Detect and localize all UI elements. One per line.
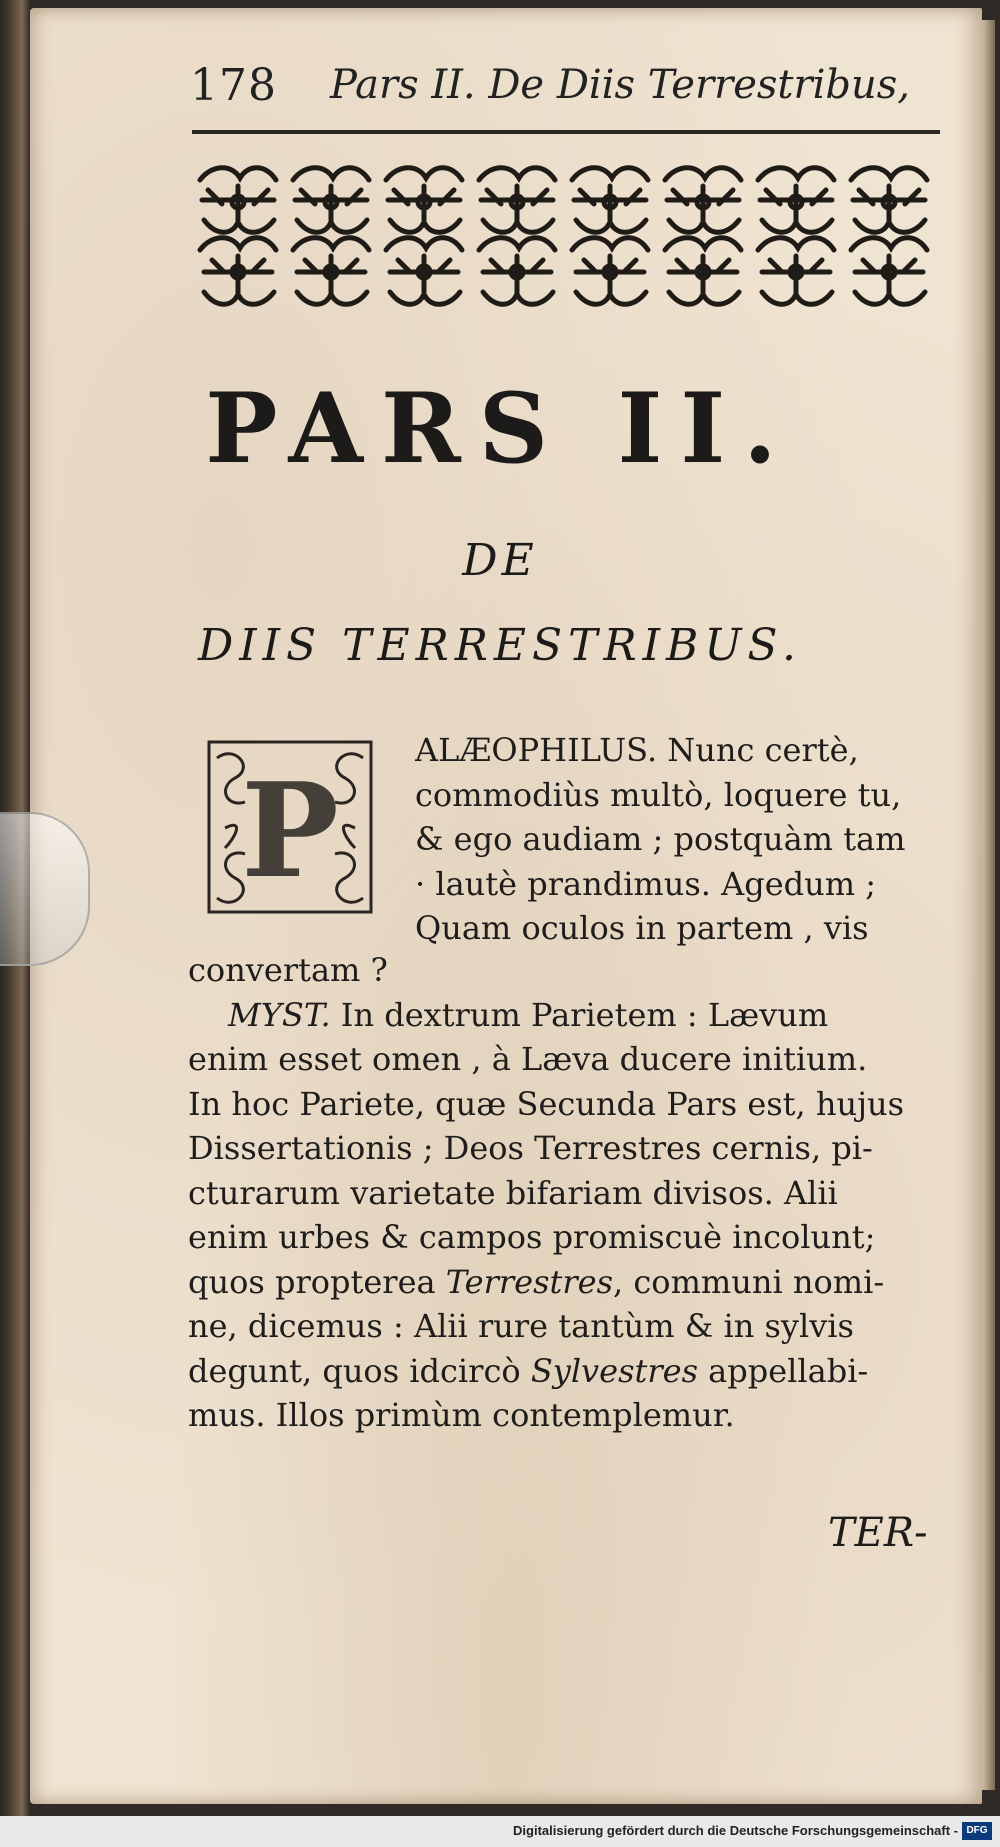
body-line bbox=[188, 993, 943, 1038]
digitization-footer bbox=[0, 1816, 1000, 1847]
page-header bbox=[190, 60, 940, 130]
header-rule bbox=[192, 130, 940, 134]
body-line-text: In dextrum Parietem : Lævum bbox=[330, 995, 829, 1034]
body-line-text: degunt, quos idcircò bbox=[188, 1351, 531, 1390]
speaker-name: MYST. bbox=[228, 995, 331, 1034]
body-line-text: enim esset omen , à Læva ducere initium. bbox=[188, 1040, 868, 1078]
paragraph-line: commodiùs multò, loquere tu, bbox=[415, 775, 902, 814]
body-line bbox=[188, 1349, 943, 1394]
body-line-text: convertam ? bbox=[188, 951, 388, 989]
body-line bbox=[188, 1260, 943, 1305]
paragraph-line: & ego audiam ; postquàm tam bbox=[415, 820, 906, 858]
body-line-text: ne, dicemus : Alii rure tantùm & in sylvis bbox=[188, 1307, 854, 1345]
body-line-text: mus. Illos primùm contemplemur. bbox=[188, 1396, 735, 1434]
title-de: DE bbox=[462, 535, 538, 586]
first-paragraph bbox=[415, 728, 945, 951]
body-line bbox=[188, 1304, 943, 1349]
body-line-text: Dissertationis ; Deos Terrestres cernis, pi- bbox=[188, 1129, 873, 1167]
body-line bbox=[188, 1215, 943, 1260]
body-line-text: appellabi- bbox=[698, 1351, 869, 1390]
catchword: TER- bbox=[828, 1510, 928, 1556]
paragraph-line: Quam oculos in partem , vis bbox=[415, 909, 869, 947]
page-clip bbox=[0, 812, 90, 966]
ornament-band bbox=[192, 160, 940, 320]
dfg-logo: DFG bbox=[962, 1822, 992, 1840]
body-line bbox=[188, 1126, 943, 1171]
italic-term: Terrestres bbox=[445, 1262, 614, 1301]
body-line-text: In hoc Pariete, quæ Secunda Pars est, hujus bbox=[188, 1084, 905, 1123]
svg-text:P: P bbox=[241, 754, 339, 907]
footer-credit: Digitalisierung gefördert durch die Deutsche Forschungsgemeinschaft - bbox=[513, 1823, 958, 1838]
body-line-text: quos propterea bbox=[188, 1262, 446, 1301]
page-number: 178 bbox=[190, 60, 277, 111]
body-line bbox=[188, 948, 943, 993]
title-subject: DIIS TERRESTRIBUS. bbox=[198, 620, 802, 671]
decorated-initial-p-icon bbox=[205, 738, 375, 916]
italic-term: Sylvestres bbox=[530, 1351, 698, 1390]
paragraph-line: · lautè prandimus. Agedum ; bbox=[415, 864, 877, 903]
body-text bbox=[188, 948, 943, 1438]
paragraph-line: ALÆOPHILUS. Nunc certè, bbox=[415, 731, 859, 769]
body-line bbox=[188, 1037, 943, 1082]
body-line-text: cturarum varietate bifariam divisos. Alii bbox=[188, 1173, 838, 1212]
body-line-text: , communi nomi- bbox=[613, 1262, 885, 1301]
running-head: Pars II. De Diis Terrestribus, bbox=[330, 62, 910, 108]
part-title: PARS II. bbox=[205, 372, 795, 485]
body-line bbox=[188, 1393, 943, 1438]
body-line bbox=[188, 1171, 943, 1216]
body-line-text: enim urbes & campos promiscuè incolunt; bbox=[188, 1218, 876, 1256]
body-line bbox=[188, 1082, 943, 1127]
